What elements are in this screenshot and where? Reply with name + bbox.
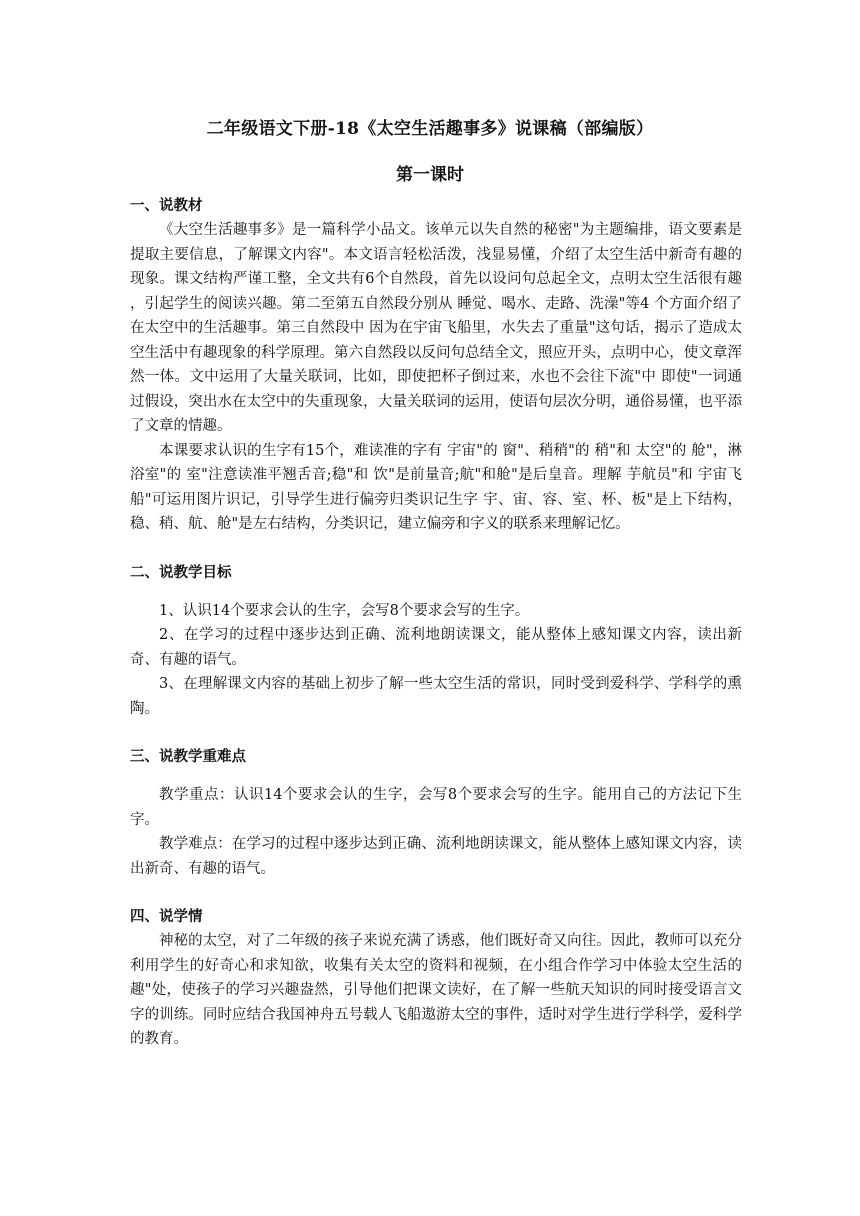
paragraph: 教学难点：在学习的过程中逐步达到正确、流利地朗读课文，能从整体上感知课文内容，读出新奇、有趣的语气。 [130, 836, 742, 877]
section-student-situation [130, 905, 742, 1052]
section-key-difficult-points [130, 745, 742, 881]
section-heading: 一、说教材 [130, 197, 203, 214]
goal-item: 1、认识14个要求会认的生字，会写8个要求会写的生字。 [159, 602, 530, 619]
goal-item: 2、在学习的过程中逐步达到正确、流利地朗读课文，能从整体上感知课文内容，读出新奇、有趣的语气。 [130, 627, 742, 668]
paragraph: 《大空生活趣事多》是一篇科学小品文。该单元以失自然的秘密"为主题编排，语文要素是 提取主要信息，了解课文内容"。本文语言轻松活泼，浅显易懂，介绍了太空生活中新奇有趣的现象。课文结构严谨工整，全文共有6个自然段，首先以设问句总起全文，点明太空生活很有趣 ，引起学生的阅读兴趣。第二至第五自然段分别从 睡觉、喝水、走路、洗澡"等4 个方面介绍了在太空中的生活趣事。第三自然段中 因为在宇宙飞船里，水失去了重量"这句话，揭示了造成太空生活中有趣现象的科学原理。第六自然段以反问句总结全文，照应开头，点明中心，使文章浑然一体。文中运用了大量关联词，比如，即使把杯子倒过来，水也不会往下流"中 即使"一词通过假设，突出水在太空中的失重现象，大量关联词的运用，使语句层次分明，通俗易懂，也平添了文章的情趣。 [130, 222, 742, 434]
paragraph: 教学重点：认识14个要求会认的生字，会写8个要求会写的生字。能用自己的方法记下生字。 [130, 787, 742, 828]
goal-item: 3、在理解课文内容的基础上初步了解一些太空生活的常识，同时受到爱科学、学科学的熏陶。 [130, 676, 742, 717]
section-heading: 三、说教学重难点 [130, 748, 246, 765]
document-body [130, 194, 742, 1052]
section-teaching-material [130, 194, 742, 537]
paragraph: 本课要求认识的生字有15个，难读准的字有 宇宙"的 窗"、稍稍"的 稍"和 太空"的 舱"，淋浴室"的 室"注意读准平翘舌音;稳"和 饮"是前量音;航"和舱"是后皇音。理解 芋航员"和 宇宙飞船"可运用图片识记，引导学生进行偏旁归类识记生字 宇、宙、容、室、杯、板"是上下结构，稳、稍、航、舱"是左右结构，分类识记，建立偏旁和字义的联系来理解记忆。 [130, 442, 742, 532]
section-heading: 二、说教学目标 [130, 563, 232, 581]
lesson-subtitle: 第一课时 [396, 165, 464, 185]
paragraph: 神秘的太空，对了二年级的孩子来说充满了诱惑，他们既好奇又向往。因此，教师可以充分利用学生的好奇心和求知欲，收集有关太空的资料和视频，在小组合作学习中体验太空生活的 趣"处，使孩子的学习兴趣盎然，引导他们把课文读好，在了解一些航天知识的同时接受语言文字的训练。同时应结合我国神舟五号载人飞船遨游太空的事件，适时对学生进行学科学，爱科学的教育。 [130, 933, 742, 1047]
section-heading: 四、说学情 [130, 908, 203, 925]
section-teaching-goals [130, 561, 742, 722]
document-title: 二年级语文下册-18《太空生活趣事多》说课稿（部编版） [206, 119, 654, 139]
